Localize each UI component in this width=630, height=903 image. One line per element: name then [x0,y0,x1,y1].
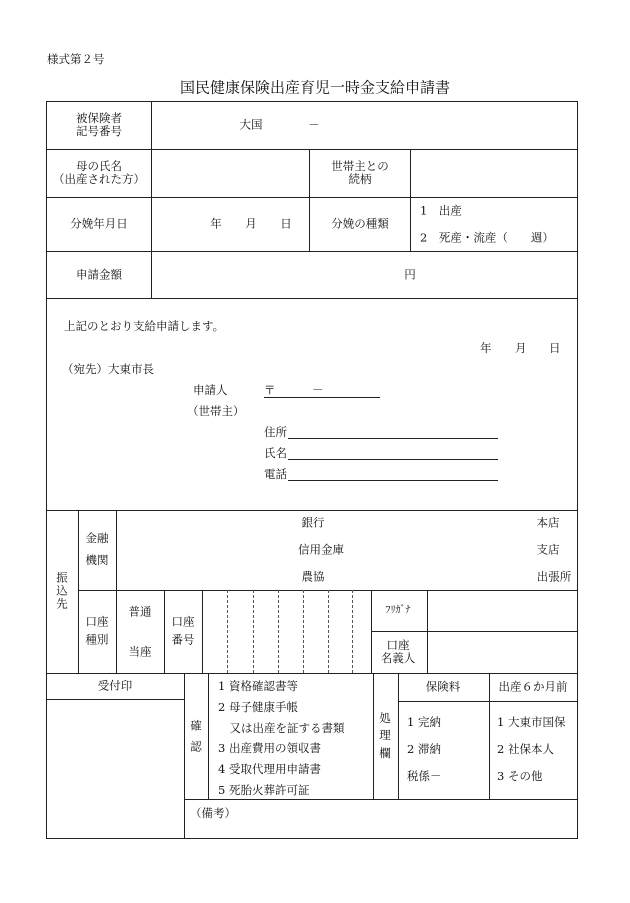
account-type-ordinary[interactable]: 普通 [128,604,152,619]
confirm-item: 又は出産を証する書類 [218,721,345,735]
reception-stamp-label: 受付印 [97,678,133,693]
row-divider [398,701,578,702]
delivery-type-option-stillbirth[interactable]: 2 死産・流産（ 週） [420,230,554,245]
institution-name-field[interactable] [128,514,278,586]
form-number: 様式第２号 [47,52,105,66]
declaration-day: 日 [549,341,561,355]
account-holder-label: 口座 名義人 [380,638,416,665]
credit-union-label: 信用金庫 [298,542,344,557]
remarks-label: （備考） [190,806,236,820]
premium-item: 税係－ [407,769,442,783]
row-divider [46,197,578,198]
furigana-label: ﾌﾘｶﾞﾅ [385,605,411,616]
confirm-item[interactable]: 1 資格確認書等 [218,679,298,693]
relation-field[interactable] [418,158,570,188]
column-divider [151,101,152,298]
relation-label: 世帯主との 続柄 [331,159,389,186]
insured-dash: － [308,117,320,132]
form-title: 国民健康保険出産育児一時金支給申請書 [179,78,451,97]
premium-item[interactable]: 2 滞納 [407,742,441,756]
column-divider [116,510,117,673]
account-number-label: 口座 番号 [171,614,195,647]
claim-amount-field[interactable] [160,262,390,288]
confirm-item[interactable]: 4 受取代理用申請書 [218,762,321,776]
row-divider [46,510,578,511]
row-divider [371,631,578,632]
declaration-month: 月 [515,341,527,355]
column-divider [373,673,374,799]
column-divider [309,149,310,251]
row-divider [46,149,578,150]
delivery-year-label: 年 [210,216,222,231]
yen-unit: 円 [404,267,416,282]
confirm-item[interactable]: 5 死胎火葬許可証 [218,783,310,797]
delivery-date-label: 分娩年月日 [70,216,128,231]
six-months-item[interactable]: 2 社保本人 [497,742,554,756]
column-divider [164,590,165,673]
delivery-type-option-birth[interactable]: 1 出産 [420,203,462,218]
applicant-label: 申請人 [193,383,228,397]
addressee: （宛先）大東市長 [62,362,154,376]
processing-label: 処 理 欄 [379,711,391,760]
column-divider [398,673,399,799]
claim-amount-label: 申請金額 [76,267,122,282]
premium-header: 保険料 [425,679,461,694]
delivery-month-label: 月 [245,216,257,231]
phone-field[interactable] [288,480,498,481]
postal-dash: － [312,383,324,397]
branch-label: 支店 [536,542,560,557]
branch-name-field[interactable] [365,514,515,586]
column-divider [184,673,185,799]
row-divider [46,298,578,299]
six-months-header: 出産６か月前 [498,679,568,694]
column-divider [489,673,490,799]
row-divider [184,799,578,800]
institution-label: 金融 機関 [85,531,109,567]
column-divider [410,149,411,251]
mother-name-label: 母の氏名 （出産された方） [53,159,145,186]
account-holder-field[interactable] [432,636,572,668]
confirm-label: 確 認 [190,718,202,753]
row-divider [46,673,578,674]
column-divider [208,673,209,799]
delivery-day-label: 日 [280,216,292,231]
six-months-item[interactable]: 3 その他 [497,769,543,783]
column-divider [78,510,79,673]
six-months-item[interactable]: 1 大東市国保 [497,715,566,729]
mother-name-field[interactable] [160,158,302,188]
declaration-statement: 上記のとおり支給申請します。 [64,319,225,333]
reception-stamp-area [50,703,180,835]
remarks-field[interactable] [236,803,572,835]
insured-number-label: 被保険者 記号番号 [76,111,122,138]
premium-item[interactable]: 1 完納 [407,715,441,729]
delivery-type-label: 分娩の種類 [331,216,389,231]
bank-label: 銀行 [301,515,325,530]
confirm-item[interactable]: 2 母子健康手帳 [218,700,298,714]
account-type-current[interactable]: 当座 [128,644,152,659]
furigana-field[interactable] [432,594,572,626]
phone-label: 電話 [264,467,287,481]
column-divider [184,799,185,839]
insured-number-field[interactable] [335,114,565,136]
name-field[interactable] [288,459,498,460]
account-number-field[interactable] [203,591,371,672]
declaration-year: 年 [480,341,492,355]
head-office-label: 本店 [536,515,560,530]
address-field[interactable] [288,438,498,439]
transfer-side-label: 振 込 先 [56,570,68,611]
agri-coop-label: 農協 [301,569,325,584]
account-type-label: 口座 種別 [85,614,109,647]
confirm-item[interactable]: 3 出産費用の領収書 [218,741,321,755]
row-divider [46,251,578,252]
address-label: 住所 [264,425,287,439]
insured-prefix: 大国 [239,117,263,132]
name-label: 氏名 [264,446,287,460]
postal-code-field[interactable] [264,397,380,398]
head-of-household-label: （世帯主） [187,404,245,418]
sub-branch-label: 出張所 [536,569,572,584]
postal-mark: 〒 [264,383,276,397]
row-divider [46,699,184,700]
